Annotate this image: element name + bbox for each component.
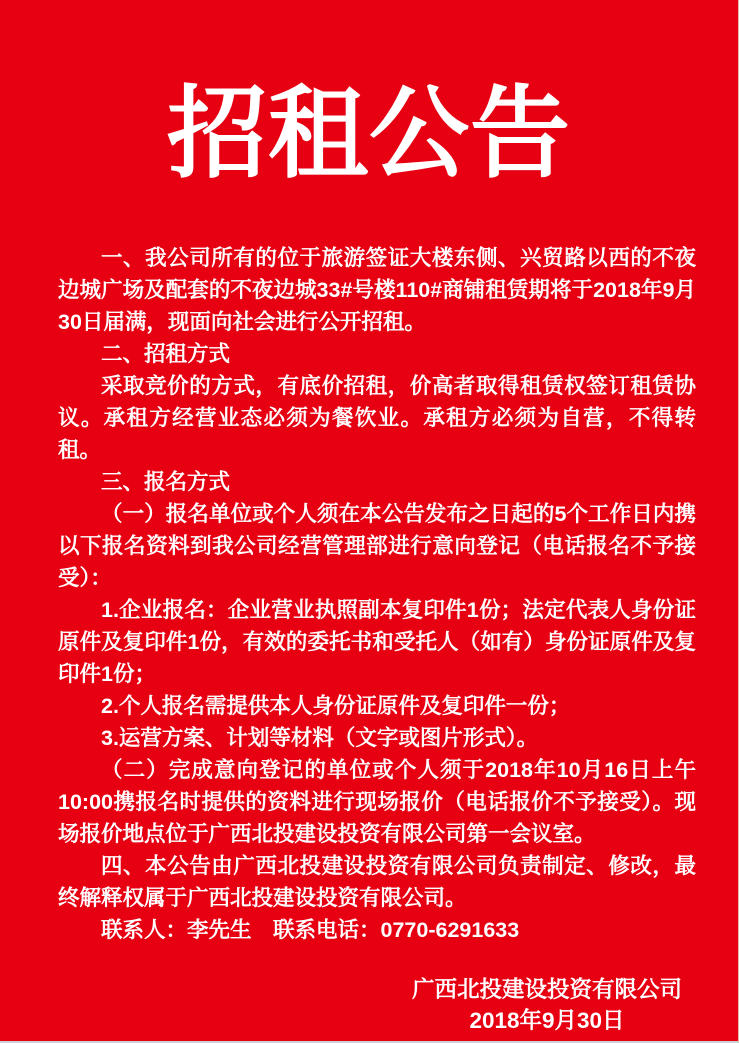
signature-company: 广西北投建设投资有限公司 [411, 977, 682, 1002]
para-operation-plan: 3.运营方案、计划等材料（文字或图片形式）。 [101, 726, 539, 750]
para-company-materials: 1.企业报名：企业营业执照副本复印件1份；法定代表人身份证原件及复印件1份，有效的委托书和受托人（如有）身份证原件及复印件1份； [58, 598, 696, 686]
para-registration-intro: （一）报名单位或个人须在本公告发布之日起的5个工作日内携以下报名资料到我公司经营管理部进行意向登记（电话报名不予接受）： [58, 502, 696, 590]
para-rental-method: 采取竞价的方式，有底价招租，价高者取得租赁权签订租赁协议。承租方经营业态必须为餐饮业。承租方必须为自营，不得转租。 [58, 374, 696, 462]
contact-line: 联系人：李先生 联系电话：0770-6291633 [101, 918, 520, 942]
para-onsite-bidding: （二）完成意向登记的单位或个人须于2018年10月16日上午10:00携报名时提供的资料进行现场报价（电话报价不予接受）。现场报价地点位于广西北投建设投资有限公司第一会议室。 [58, 758, 696, 846]
signature-block [412, 974, 682, 1036]
heading-rental-method: 二、招租方式 [101, 342, 231, 366]
para-individual-materials: 2.个人报名需提供本人身份证原件及复印件一份； [101, 694, 571, 718]
signature-date: 2018年9月30日 [469, 1008, 625, 1033]
poster-title: 招租公告 [167, 79, 571, 190]
para-property-intro: 一、我公司所有的位于旅游签证大楼东侧、兴贸路以西的不夜边城广场及配套的不夜边城33#号楼110#商铺租赁期将于2018年9月30日届满，现面向社会进行公开招租。 [58, 246, 696, 334]
poster-body [0, 242, 738, 946]
heading-registration: 三、报名方式 [101, 470, 231, 494]
para-interpretation-right: 四、本公告由广西北投建设投资有限公司负责制定、修改，最终解释权属于广西北投建设投资有限公司。 [58, 854, 696, 910]
